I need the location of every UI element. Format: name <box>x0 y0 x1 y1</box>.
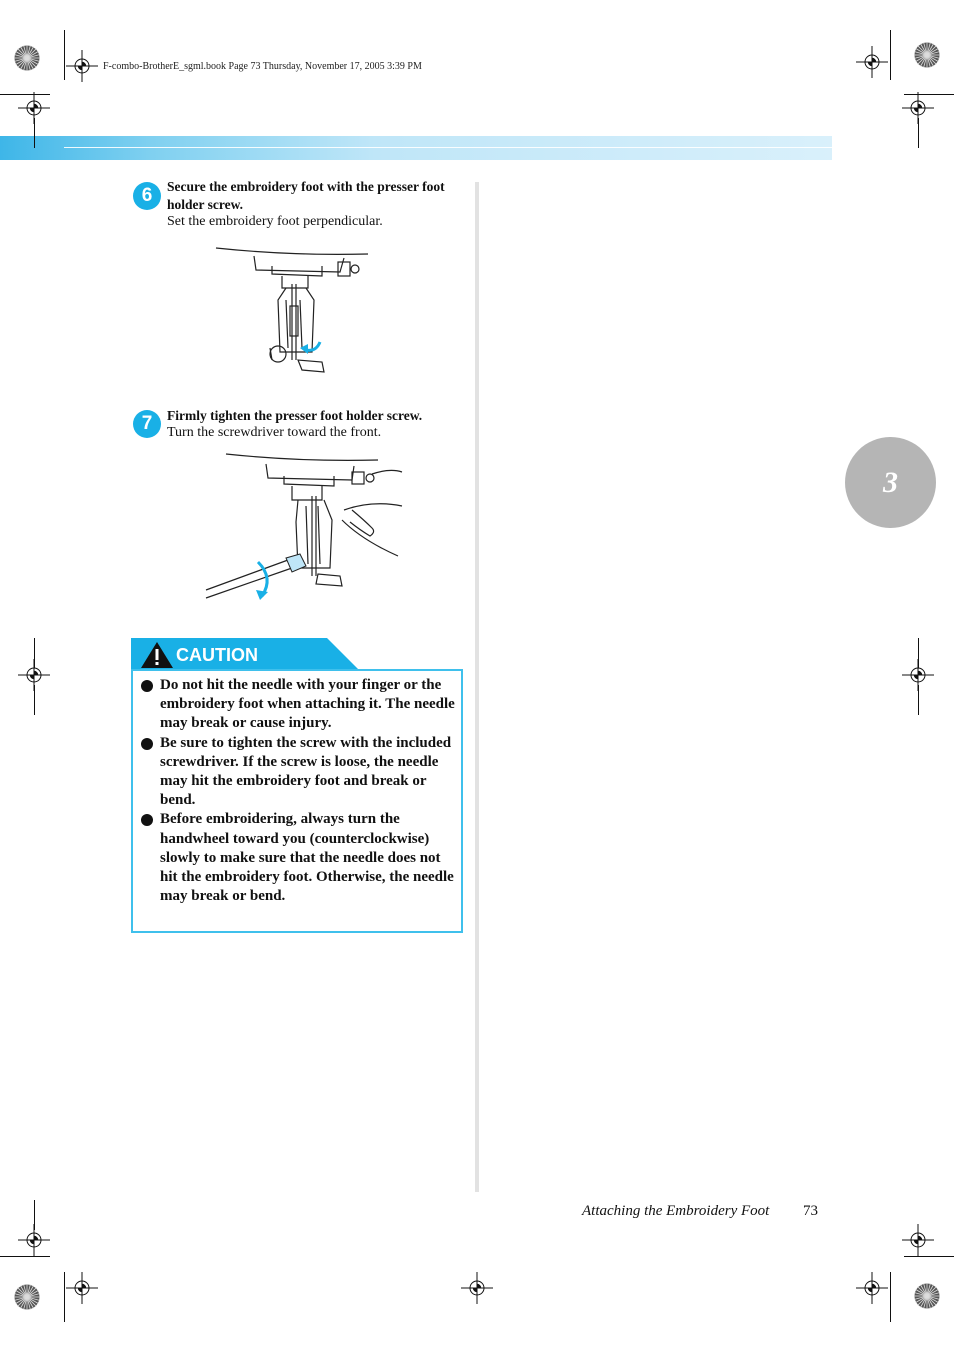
caution-item: Be sure to tighten the screw with the included screwdriver. If the screw is loose, the needle may hit the embroidery foot and break or bend. <box>141 734 457 811</box>
crop-line <box>34 685 35 715</box>
presser-foot-illustration <box>212 244 372 380</box>
step-7-title: Firmly tighten the presser foot holder screw. <box>167 408 423 423</box>
crop-line <box>34 118 35 148</box>
chapter-number: 3 <box>883 465 898 499</box>
registration-star-icon <box>14 1284 40 1310</box>
registration-cross-icon <box>66 1272 98 1304</box>
bullet-icon <box>141 680 153 692</box>
registration-cross-icon <box>902 1224 934 1256</box>
step-6-title: Secure the embroidery foot with the presser foot holder screw. <box>167 179 445 212</box>
screwdriver-illustration <box>202 450 407 600</box>
chapter-tab <box>845 437 936 528</box>
registration-star-icon <box>914 42 940 68</box>
crop-line <box>918 638 919 668</box>
footer-section-title: Attaching the Embroidery Foot <box>582 1203 770 1219</box>
crop-line <box>64 1272 65 1322</box>
bullet-icon <box>141 738 153 750</box>
registration-cross-icon <box>66 50 98 82</box>
crop-line <box>34 638 35 668</box>
crop-line <box>904 1256 954 1257</box>
caution-label: CAUTION <box>176 645 258 665</box>
column-divider <box>475 182 479 1192</box>
registration-cross-icon <box>856 1272 888 1304</box>
crop-line <box>34 1200 35 1230</box>
caution-item: Do not hit the needle with your finger or the embroidery foot when attaching it. The needle may break or cause injury. <box>141 676 457 734</box>
page-number: 73 <box>803 1203 818 1219</box>
registration-cross-icon <box>461 1272 493 1304</box>
crop-line <box>904 94 954 95</box>
step-7-body: Turn the screwdriver toward the front. <box>167 425 382 440</box>
header-band <box>0 136 832 160</box>
registration-star-icon <box>914 1283 940 1309</box>
caution-list <box>141 676 457 906</box>
registration-star-icon <box>14 45 40 71</box>
crop-line <box>918 685 919 715</box>
crop-line <box>0 94 50 95</box>
print-info: F-combo-BrotherE_sgml.book Page 73 Thursday, November 17, 2005 3:39 PM <box>103 61 422 72</box>
crop-line <box>890 30 891 80</box>
crop-line <box>918 118 919 148</box>
crop-line <box>890 1272 891 1322</box>
step-6-badge: 6 <box>133 182 161 210</box>
step-7-badge: 7 <box>133 410 161 438</box>
crop-line <box>64 30 65 80</box>
step-6-body: Set the embroidery foot perpendicular. <box>167 214 383 229</box>
caution-item: Before embroidering, always turn the handwheel toward you (counterclockwise) slowly to make sure that the needle does not hit the embroidery foot. Otherwise, the needle may break or bend. <box>141 810 457 906</box>
crop-line <box>0 1256 50 1257</box>
bullet-icon <box>141 814 153 826</box>
header-rule <box>64 147 832 148</box>
registration-cross-icon <box>856 46 888 78</box>
